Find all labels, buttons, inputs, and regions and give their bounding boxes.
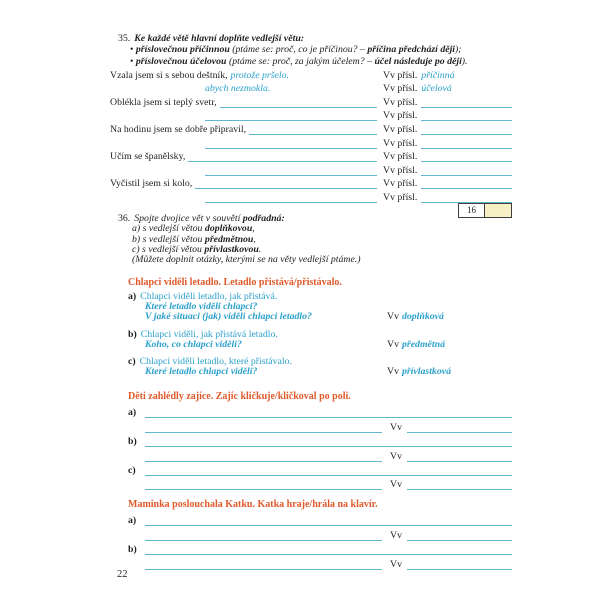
bullet-item-pricinna: • příslovečnou příčinnou (ptáme se: proč, co je příčinou? – příčina předchází ději); xyxy=(130,44,462,56)
sub-item-c xyxy=(128,357,512,377)
vv-label: Vv přísl. xyxy=(383,110,418,122)
answer-line[interactable] xyxy=(205,118,377,121)
vv-label: Vv přísl. xyxy=(383,164,418,176)
answer-line[interactable] xyxy=(220,105,377,108)
answer-line[interactable] xyxy=(145,444,512,447)
list-item-c: c) s vedlejší větou přívlastkovou. xyxy=(132,243,262,255)
vv-answer-line[interactable] xyxy=(407,487,512,490)
vv-tag xyxy=(387,367,451,377)
vv-label: Vv xyxy=(387,366,399,378)
vv-label: Vv xyxy=(390,450,402,462)
sentence-row xyxy=(110,81,512,95)
answer-line[interactable] xyxy=(145,523,512,526)
vv-answer-text: příčinná xyxy=(421,69,455,81)
page-number: 22 xyxy=(117,569,128,580)
answer-line[interactable] xyxy=(145,459,382,462)
vv-tag xyxy=(387,340,445,350)
vv-label: Vv přísl. xyxy=(383,123,418,135)
write-row xyxy=(128,447,512,461)
list-item-b: b) s vedlejší větou předmětnou, xyxy=(132,233,256,245)
sentence-row xyxy=(110,67,512,81)
vv-answer-line[interactable] xyxy=(421,118,512,121)
question-text: Které letadlo viděli chlapci? xyxy=(145,301,258,313)
sentence-pair-block-katka xyxy=(128,499,512,570)
joined-sentence: Chlapci viděli letadlo, jak přistává. xyxy=(140,291,278,302)
sub-item-a xyxy=(128,292,512,323)
sentence-row xyxy=(110,108,512,122)
exercise-number: 35. xyxy=(118,33,131,44)
answer-line[interactable] xyxy=(145,567,382,570)
vv-answer-line[interactable] xyxy=(407,538,512,541)
vv-label: Vv xyxy=(390,421,402,433)
vv-answer-line[interactable] xyxy=(407,567,512,570)
question-text: Koho, co chlapci viděli? xyxy=(145,338,242,350)
question-row xyxy=(145,312,512,322)
vv-label: Vv přísl. xyxy=(383,96,418,108)
answer-line[interactable] xyxy=(205,146,377,149)
vv-label: Vv xyxy=(390,529,402,541)
write-row xyxy=(128,418,512,432)
sub-item-label: b) xyxy=(128,436,137,448)
vv-answer-line[interactable] xyxy=(421,173,512,176)
answer-line[interactable] xyxy=(145,430,382,433)
exercise-title: Ke každé větě hlavní doplňte vedlejší větu: xyxy=(134,33,305,44)
exercise-36-header xyxy=(118,214,518,265)
vv-label: Vv přísl. xyxy=(383,69,418,81)
vv-answer-line[interactable] xyxy=(421,159,512,162)
vv-tag xyxy=(387,312,444,322)
joined-sentence: Chlapci viděli letadlo, které přistávalo. xyxy=(139,356,292,368)
sentence-pair-heading: Děti zahlédly zajíce. Zajíc kličkuje/kličkoval po poli. xyxy=(128,391,351,402)
list-item-a: a) s vedlejší větou doplňkovou, xyxy=(132,223,255,235)
sub-item-label: b) xyxy=(128,544,137,556)
main-clause-text: Vzala jsem si s sebou deštník, xyxy=(110,69,228,81)
sub-item-label: a) xyxy=(128,515,137,527)
answer-line[interactable] xyxy=(195,186,377,189)
exercise-number: 36. xyxy=(118,213,131,224)
main-clause-text: Oblékla jsem si teplý svetr, xyxy=(110,96,217,108)
question-text: Které letadlo chlapci viděli? xyxy=(145,366,258,378)
sub-item-label: a) xyxy=(128,291,137,302)
answer-line[interactable] xyxy=(145,487,382,490)
sub-item-label: c) xyxy=(128,356,136,368)
write-row xyxy=(128,555,512,569)
answer-text: protože pršelo. xyxy=(230,69,289,81)
sentence-pair-block-zajic xyxy=(128,391,512,490)
main-clause-text: Učím se španělsky, xyxy=(110,151,186,163)
write-row xyxy=(128,462,512,476)
vv-answer-text: doplňková xyxy=(401,311,444,323)
vv-label: Vv xyxy=(390,479,402,491)
sentence-row xyxy=(110,149,512,163)
vv-label: Vv xyxy=(390,558,402,570)
exercise-title: Spojte dvojice vět v souvětí podřadná: xyxy=(134,213,285,224)
write-row xyxy=(128,512,512,526)
vv-label: Vv xyxy=(387,311,399,323)
vv-answer-line[interactable] xyxy=(421,105,512,108)
answer-line[interactable] xyxy=(145,552,512,555)
sentence-row xyxy=(110,189,512,203)
write-row xyxy=(128,541,512,555)
sentence-row xyxy=(110,176,512,190)
answer-line[interactable] xyxy=(145,538,382,541)
question-row xyxy=(145,340,512,350)
answer-line[interactable] xyxy=(145,473,512,476)
answer-line[interactable] xyxy=(205,200,377,203)
write-row xyxy=(128,433,512,447)
vv-label: Vv xyxy=(387,338,399,350)
vv-answer-text: přívlastková xyxy=(401,366,451,378)
score-points: 16 xyxy=(459,204,485,217)
sentence-pair-heading: Chlapci viděli letadlo. Letadlo přistává/přistávalo. xyxy=(128,277,342,288)
exercise-35-rows xyxy=(110,67,512,203)
answer-line[interactable] xyxy=(145,415,512,418)
vv-answer-line[interactable] xyxy=(421,146,512,149)
sentence-row xyxy=(110,94,512,108)
answer-text: abych nezmokla. xyxy=(205,83,271,95)
vv-answer-line[interactable] xyxy=(407,459,512,462)
write-row xyxy=(128,404,512,418)
vv-answer-line[interactable] xyxy=(421,186,512,189)
write-row xyxy=(128,476,512,490)
sub-item-label: c) xyxy=(128,464,136,476)
bullet-item-ucelova: • příslovečnou účelovou (ptáme se: proč, za jakým účelem? – účel následuje po ději). xyxy=(130,55,468,67)
vv-label: Vv přísl. xyxy=(383,191,418,203)
sub-item-b xyxy=(128,330,512,350)
sentence-pair-block-letadlo xyxy=(128,277,512,377)
sentence-row xyxy=(110,162,512,176)
vv-answer-text: účelová xyxy=(421,83,452,95)
vv-label: Vv přísl. xyxy=(383,178,418,190)
answer-line[interactable] xyxy=(188,159,377,162)
sentence-pair-heading: Maminka poslouchala Katku. Katka hraje/hrála na klavír. xyxy=(128,499,378,510)
answer-line[interactable] xyxy=(205,173,377,176)
main-clause-text: Vyčistil jsem si kolo, xyxy=(110,178,193,190)
question-text: V jaké situaci (jak) viděli chlapci letadlo? xyxy=(145,311,312,323)
sentence-row xyxy=(110,135,512,149)
note-text: (Můžete doplnit otázky, kterými se na věty vedlejší ptáme.) xyxy=(132,254,361,266)
main-clause-text: Na hodinu jsem se dobře připravil, xyxy=(110,123,247,135)
answer-line[interactable] xyxy=(249,132,377,135)
question-row xyxy=(145,367,512,377)
write-row xyxy=(128,526,512,540)
vv-label: Vv přísl. xyxy=(383,83,418,95)
vv-label: Vv přísl. xyxy=(383,151,418,163)
sentence-row xyxy=(110,121,512,135)
vv-label: Vv přísl. xyxy=(383,137,418,149)
vv-answer-line[interactable] xyxy=(421,132,512,135)
exercise-35-title-line xyxy=(118,33,518,44)
vv-answer-text: předmětná xyxy=(401,338,445,350)
sub-item-label: b) xyxy=(128,328,137,340)
joined-sentence: Chlapci viděli, jak přistává letadlo. xyxy=(140,328,278,340)
sub-item-label: a) xyxy=(128,407,137,419)
exercise-35-header xyxy=(118,33,518,67)
vv-answer-line[interactable] xyxy=(407,430,512,433)
